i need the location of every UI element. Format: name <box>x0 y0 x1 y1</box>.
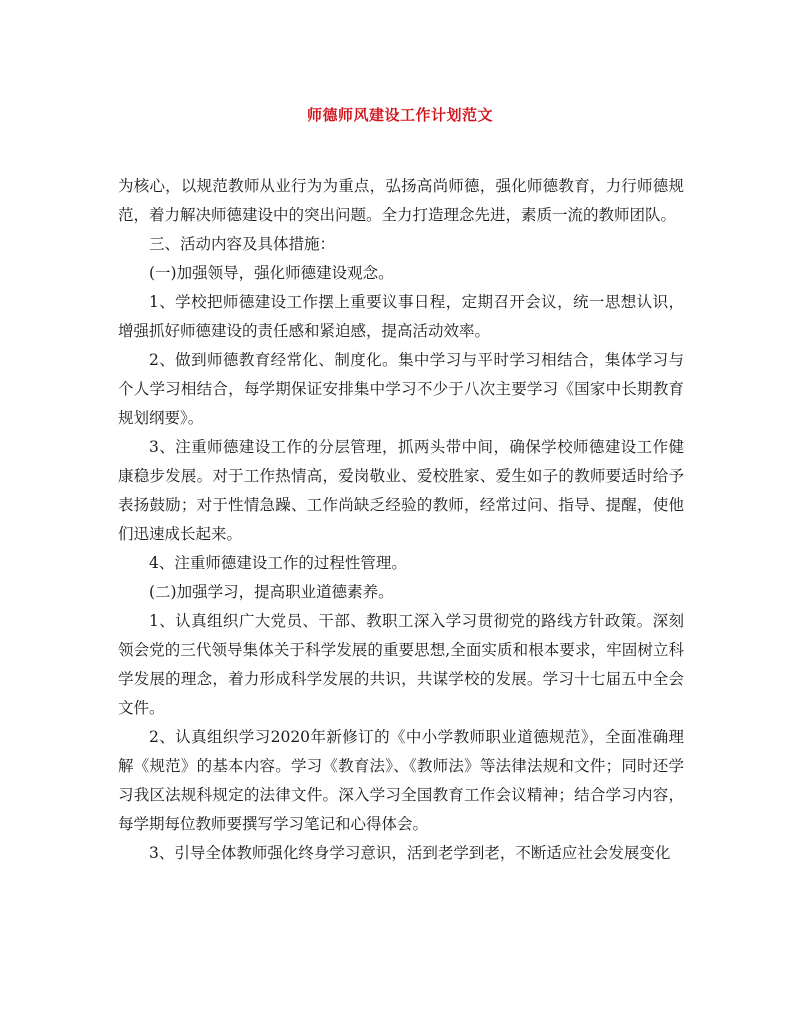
paragraph: (一)加强领导，强化师德建设观念。 <box>149 264 394 282</box>
document-body <box>118 172 684 868</box>
paragraph: 3、注重师德建设工作的分层管理，抓两头带中间，确保学校师德建设工作健康稳步发展。对于工作热情高，爱岗敬业、爱校胜家、爱生如子的教师要适时给予表扬鼓励；对于性情急躁、工作尚缺乏经验的教师，经常过问、指导、提醒，使他们迅速成长起来。 <box>118 438 684 543</box>
paragraph: (二)加强学习，提高职业道德素养。 <box>149 583 394 601</box>
paragraph: 2、做到师德教育经常化、制度化。集中学习与平时学习相结合，集体学习与个人学习相结合，每学期保证安排集中学习不少于八次主要学习《国家中长期教育规划纲要》。 <box>118 351 684 427</box>
document-title: 师德师风建设工作计划范文 <box>306 106 493 124</box>
paragraph: 2、认真组织学习2020年新修订的《中小学教师职业道德规范》，全面准确理解《规范》的基本内容。学习《教育法》、《教师法》等法律法规和文件；同时还学习我区法规科规定的法律文件。深入学习全国教育工作会议精神；结合学习内容，每学期每位教师要撰写学习笔记和心得体会。 <box>118 728 684 833</box>
paragraph: 4、注重师德建设工作的过程性管理。 <box>149 554 407 572</box>
paragraph: 1、认真组织广大党员、干部、教职工深入学习贯彻党的路线方针政策。深刻领会党的三代领导集体关于科学发展的重要思想,全面实质和根本要求，牢固树立科学发展的理念，着力形成科学发展的共识，共谋学校的发展。学习十七届五中全会文件。 <box>118 612 684 717</box>
paragraph: 三、活动内容及具体措施： <box>149 235 336 253</box>
paragraph: 为核心，以规范教师从业行为为重点，弘扬高尚师德，强化师德教育，力行师德规范，着力解决师德建设中的突出问题。全力打造理念先进，素质一流的教师团队。 <box>118 177 684 224</box>
paragraph: 1、学校把师德建设工作摆上重要议事日程，定期召开会议，统一思想认识，增强抓好师德建设的责任感和紧迫感，提高活动效率。 <box>118 293 684 340</box>
paragraph: 3、引导全体教师强化终身学习意识，活到老学到老，不断适应社会发展变化 <box>149 844 671 862</box>
